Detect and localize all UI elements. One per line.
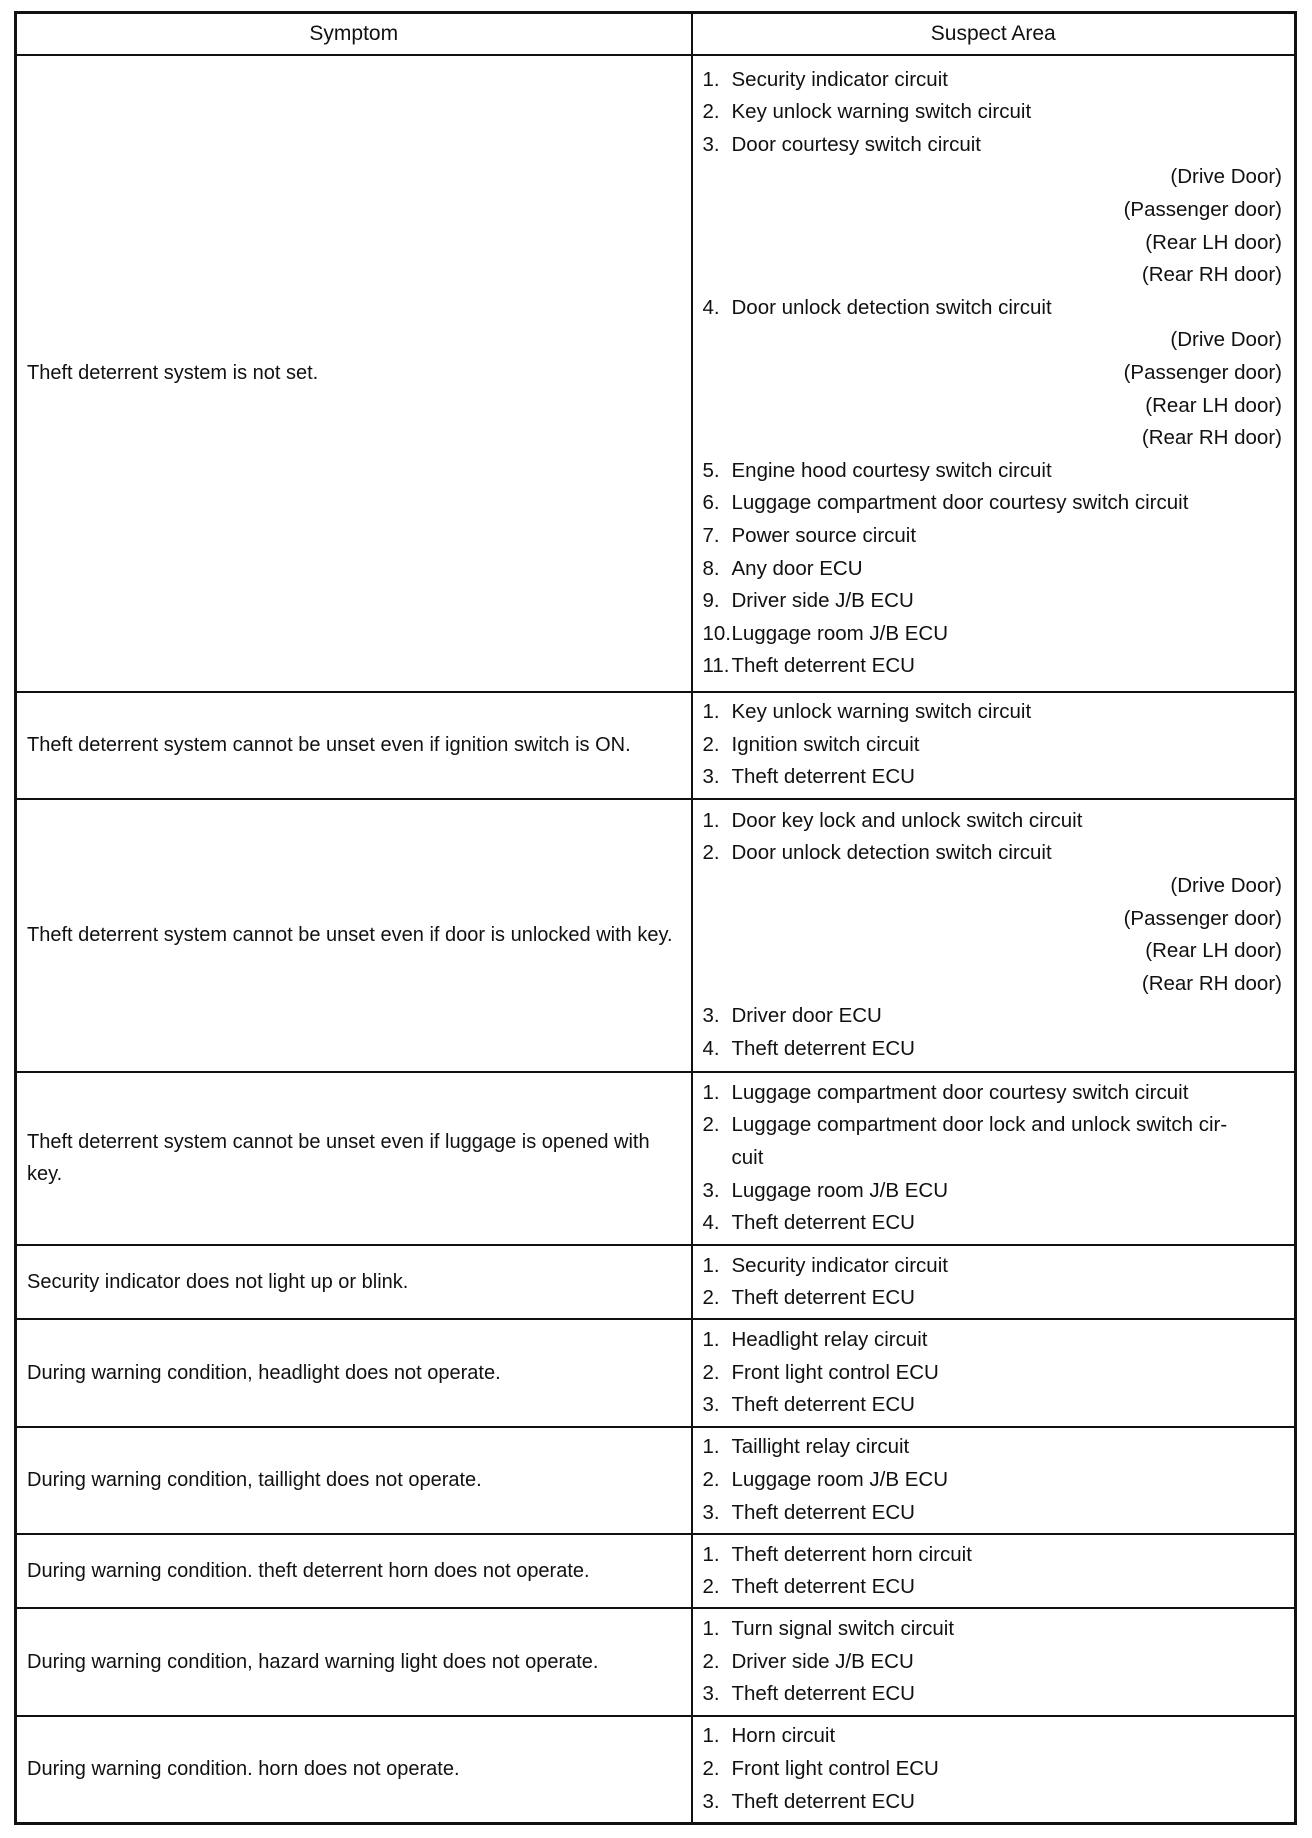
suspect-area-item <box>703 1250 1283 1283</box>
item-text: Driver side J/B ECU <box>731 589 914 613</box>
suspect-area-item <box>703 1571 1283 1604</box>
suspect-area-cell <box>692 1427 1296 1534</box>
suspect-area-item <box>703 650 1283 683</box>
suspect-area-item <box>703 1539 1283 1572</box>
item-text: Luggage compartment door courtesy switch circuit <box>731 491 1189 515</box>
item-number: 10. <box>702 621 731 645</box>
symptom-cell: During warning condition. horn does not operate. <box>16 1716 692 1824</box>
item-text: Front light control ECU <box>731 1756 939 1780</box>
item-text: Theft deterrent ECU <box>731 1393 915 1417</box>
item-number: 1. <box>702 1435 720 1459</box>
item-text: Power source circuit <box>731 523 917 547</box>
table-header <box>16 13 1296 56</box>
item-text: Door courtesy switch circuit <box>731 132 981 156</box>
suspect-area-item <box>703 1678 1283 1711</box>
item-number: 3. <box>702 1682 720 1706</box>
item-number: 4. <box>702 295 720 319</box>
suspect-area-cell <box>692 692 1296 799</box>
table-row <box>16 1534 1296 1608</box>
item-text: Door key lock and unlock switch circuit <box>731 808 1083 832</box>
symptom-cell: Theft deterrent system is not set. <box>16 55 692 692</box>
door-qualifier: (Rear LH door) <box>1145 393 1282 417</box>
item-number: 2. <box>702 841 720 865</box>
item-text: Theft deterrent ECU <box>731 1682 915 1706</box>
door-qualifier: (Drive Door) <box>1170 328 1282 352</box>
suspect-area-item <box>703 487 1283 520</box>
suspect-area-item <box>703 1646 1283 1679</box>
door-qualifier: (Drive Door) <box>1170 874 1282 898</box>
item-text-continuation: cuit <box>731 1146 764 1169</box>
item-text: Headlight relay circuit <box>731 1328 928 1352</box>
suspect-area-item <box>703 1000 1283 1033</box>
suspect-area-item <box>703 553 1283 586</box>
item-number: 8. <box>702 556 720 580</box>
symptom-cell: During warning condition, hazard warning light does not operate. <box>16 1608 692 1715</box>
suspect-area-item <box>703 585 1283 618</box>
door-qualifier: (Passenger door) <box>1123 360 1282 384</box>
item-text: Theft deterrent ECU <box>731 1500 915 1524</box>
item-text: Theft deterrent ECU <box>731 1036 915 1060</box>
suspect-area-item <box>703 1720 1283 1753</box>
item-number: 5. <box>702 458 720 482</box>
troubleshooting-table <box>14 11 1297 1825</box>
suspect-area-item <box>703 1753 1283 1786</box>
suspect-area-item <box>703 64 1283 97</box>
suspect-area-item <box>703 1613 1283 1646</box>
item-number: 1. <box>702 1253 720 1277</box>
item-text: Luggage room J/B ECU <box>731 1468 949 1491</box>
item-text: Luggage room J/B ECU <box>731 621 949 645</box>
suspect-area-item <box>703 1431 1283 1464</box>
item-text: Key unlock warning switch circuit <box>731 100 1032 124</box>
item-number: 3. <box>702 765 720 789</box>
item-text: Luggage compartment door courtesy switch circuit <box>731 1080 1189 1104</box>
item-text: Driver door ECU <box>731 1004 882 1028</box>
item-text: Security indicator circuit <box>731 67 948 91</box>
item-text: Key unlock warning switch circuit <box>731 700 1032 724</box>
table-row <box>16 692 1296 799</box>
symptom-cell: During warning condition, taillight does not operate. <box>16 1427 692 1534</box>
item-number: 1. <box>702 67 720 91</box>
suspect-area-cell <box>692 1716 1296 1824</box>
suspect-area-item <box>703 618 1283 651</box>
item-number: 2. <box>702 1575 720 1599</box>
item-text: Taillight relay circuit <box>731 1435 910 1459</box>
table-row <box>16 799 1296 1072</box>
suspect-area-item <box>703 696 1283 729</box>
door-qualifier: (Drive Door) <box>1170 165 1282 189</box>
item-text: Horn circuit <box>731 1724 836 1748</box>
item-number: 2. <box>702 100 720 124</box>
item-text: Luggage compartment door lock and unlock switch cir- <box>731 1113 1228 1137</box>
door-qualifier: (Rear LH door) <box>1145 939 1282 963</box>
suspect-area-column-header: Suspect Area <box>692 13 1296 56</box>
item-number: 1. <box>702 808 720 832</box>
suspect-area-cell <box>692 1608 1296 1715</box>
item-text: Driver side J/B ECU <box>731 1649 914 1673</box>
suspect-area-item <box>703 761 1283 794</box>
suspect-area-item <box>703 729 1283 762</box>
suspect-area-item <box>703 129 1283 162</box>
table-row <box>16 1716 1296 1824</box>
suspect-area-item <box>703 1389 1283 1422</box>
item-number: 2. <box>702 1468 720 1491</box>
door-qualifier: (Rear RH door) <box>1141 263 1282 287</box>
item-number: 3. <box>702 1393 720 1417</box>
suspect-area-cell <box>692 1072 1296 1245</box>
suspect-area-item <box>703 1786 1283 1819</box>
symptom-cell: Theft deterrent system cannot be unset even if door is unlocked with key. <box>16 799 692 1072</box>
suspect-area-item <box>703 1033 1283 1066</box>
symptom-cell: Theft deterrent system cannot be unset even if ignition switch is ON. <box>16 692 692 799</box>
item-text: Engine hood courtesy switch circuit <box>731 458 1052 482</box>
suspect-area-cell <box>692 1245 1296 1319</box>
suspect-area-item <box>703 1357 1283 1390</box>
door-qualifier: (Passenger door) <box>1123 906 1282 930</box>
item-text: Theft deterrent ECU <box>731 654 915 678</box>
item-number: 4. <box>702 1036 720 1060</box>
item-number: 1. <box>702 1328 720 1352</box>
item-number: 2. <box>702 1649 720 1673</box>
item-number: 6. <box>702 491 720 515</box>
item-number: 7. <box>702 523 720 547</box>
item-text: Theft deterrent horn circuit <box>731 1542 972 1566</box>
item-text: Door unlock detection switch circuit <box>731 841 1052 865</box>
door-qualifier: (Passenger door) <box>1123 198 1282 221</box>
table-body <box>16 55 1296 1824</box>
item-text: Theft deterrent ECU <box>731 1575 915 1599</box>
item-number: 3. <box>702 1178 720 1202</box>
item-number: 1. <box>702 1617 720 1640</box>
item-text: Ignition switch circuit <box>731 732 920 756</box>
item-text: Security indicator circuit <box>731 1253 948 1277</box>
item-number: 2. <box>702 1286 720 1310</box>
suspect-area-item <box>703 1464 1283 1497</box>
table-row <box>16 1245 1296 1319</box>
door-qualifier: (Rear RH door) <box>1141 426 1282 450</box>
item-number: 1. <box>702 1542 720 1566</box>
item-number: 2. <box>702 732 720 756</box>
suspect-area-item <box>703 1109 1283 1142</box>
suspect-area-item <box>703 1175 1283 1208</box>
suspect-area-cell <box>692 55 1296 692</box>
item-text: Any door ECU <box>731 556 863 580</box>
suspect-area-item <box>703 292 1283 325</box>
table-row <box>16 1319 1296 1426</box>
table-row <box>16 1072 1296 1245</box>
suspect-area-cell <box>692 799 1296 1072</box>
item-number: 2. <box>702 1360 720 1384</box>
item-number: 3. <box>702 132 720 156</box>
suspect-area-item <box>703 1077 1283 1110</box>
item-number: 1. <box>702 1080 720 1104</box>
suspect-area-item <box>703 1324 1283 1357</box>
table-row <box>16 1608 1296 1715</box>
symptom-cell: Security indicator does not light up or blink. <box>16 1245 692 1319</box>
item-text: Theft deterrent ECU <box>731 1789 915 1813</box>
door-qualifier: (Rear LH door) <box>1145 230 1282 254</box>
suspect-area-item <box>703 520 1283 553</box>
item-number: 2. <box>702 1756 720 1780</box>
door-qualifier: (Rear RH door) <box>1141 971 1282 995</box>
symptom-cell: During warning condition. theft deterrent horn does not operate. <box>16 1534 692 1608</box>
suspect-area-item <box>703 96 1283 129</box>
suspect-area-cell <box>692 1319 1296 1426</box>
symptom-column-header: Symptom <box>16 13 692 56</box>
item-text: Theft deterrent ECU <box>731 1211 915 1235</box>
item-text: Theft deterrent ECU <box>731 765 915 789</box>
item-number: 11. <box>702 654 730 678</box>
symptom-cell: Theft deterrent system cannot be unset even if luggage is opened with key. <box>16 1072 692 1245</box>
suspect-area-item <box>703 1497 1283 1530</box>
item-number: 4. <box>702 1211 720 1235</box>
item-number: 9. <box>702 589 720 613</box>
item-number: 1. <box>702 1724 720 1748</box>
item-text: Theft deterrent ECU <box>731 1286 915 1310</box>
suspect-area-item <box>703 837 1283 870</box>
table-row <box>16 55 1296 692</box>
suspect-area-item <box>703 455 1283 488</box>
item-number: 2. <box>702 1113 720 1137</box>
suspect-area-cell <box>692 1534 1296 1608</box>
item-number: 3. <box>702 1500 720 1524</box>
header-row <box>16 13 1296 56</box>
suspect-area-item <box>703 1207 1283 1240</box>
item-text: Turn signal switch circuit <box>731 1617 955 1640</box>
item-number: 3. <box>702 1004 720 1028</box>
item-text: Luggage room J/B ECU <box>731 1178 949 1202</box>
table-row <box>16 1427 1296 1534</box>
item-text: Door unlock detection switch circuit <box>731 295 1052 319</box>
suspect-area-item <box>703 805 1283 838</box>
item-number: 1. <box>702 700 720 724</box>
suspect-area-item <box>703 1282 1283 1315</box>
item-number: 3. <box>702 1789 720 1813</box>
symptom-cell: During warning condition, headlight does not operate. <box>16 1319 692 1426</box>
item-text: Front light control ECU <box>731 1360 939 1384</box>
